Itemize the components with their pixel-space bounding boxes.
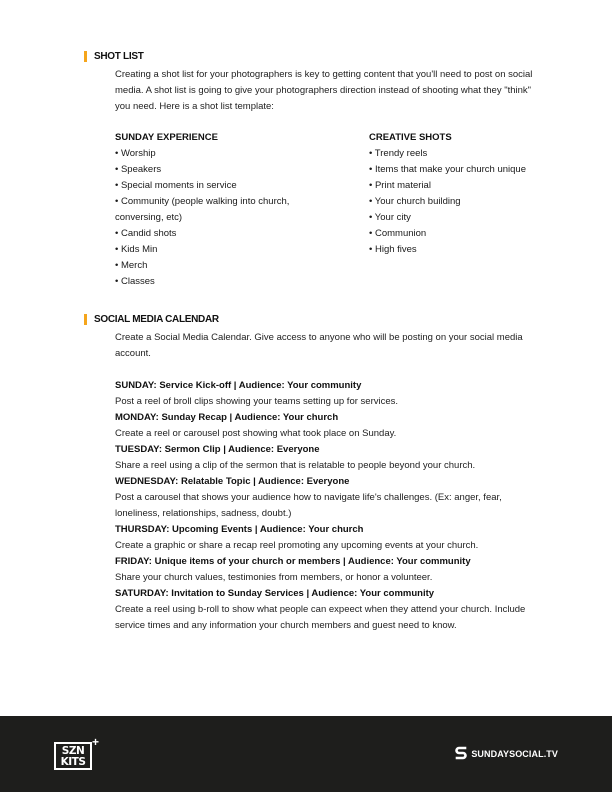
accent-bar xyxy=(84,314,87,325)
creative-shots-heading: CREATIVE SHOTS xyxy=(369,132,452,143)
day-thursday xyxy=(115,522,545,554)
day-heading: FRIDAY: Unique items of your church or members | Audience: Your community xyxy=(115,556,471,567)
day-text: Share a reel using a clip of the sermon that is relatable to people beyond your church. xyxy=(115,460,476,471)
day-friday xyxy=(115,554,545,586)
list-item: • Candid shots xyxy=(115,226,315,242)
day-wednesday xyxy=(115,474,545,522)
list-item: • Kids Min xyxy=(115,242,315,258)
list-item: • Items that make your church unique xyxy=(369,162,539,178)
site-url: SUNDAYSOCIAL.TV xyxy=(471,749,558,759)
calendar-days xyxy=(115,378,545,634)
day-heading: WEDNESDAY: Relatable Topic | Audience: Everyone xyxy=(115,476,350,487)
list-item: • Speakers xyxy=(115,162,315,178)
list-item: • Merch xyxy=(115,258,315,274)
accent-bar xyxy=(84,51,87,62)
creative-shots-list xyxy=(369,146,539,258)
day-text: Create a graphic or share a recap reel promoting any upcoming events at your church. xyxy=(115,540,479,551)
day-heading: MONDAY: Sunday Recap | Audience: Your church xyxy=(115,412,339,423)
day-tuesday xyxy=(115,442,545,474)
list-item: • Trendy reels xyxy=(369,146,539,162)
day-heading: THURSDAY: Upcoming Events | Audience: Your church xyxy=(115,524,364,535)
list-item: • Community (people walking into church, conversing, etc) xyxy=(115,194,315,226)
sunday-experience-column xyxy=(115,130,315,290)
shot-list-title: SHOT LIST xyxy=(94,51,144,62)
plus-icon: + xyxy=(92,735,100,749)
list-item: • Your church building xyxy=(369,194,539,210)
s-logo-icon xyxy=(455,746,467,762)
szn-kits-logo-text: SZN KITS xyxy=(54,742,92,770)
list-item: • Special moments in service xyxy=(115,178,315,194)
sunday-experience-heading: SUNDAY EXPERIENCE xyxy=(115,132,218,143)
list-item: • Worship xyxy=(115,146,315,162)
shot-list-header xyxy=(84,51,144,62)
list-item: • Classes xyxy=(115,274,315,290)
sunday-experience-list xyxy=(115,146,315,290)
day-sunday xyxy=(115,378,545,410)
creative-shots-column xyxy=(369,130,539,258)
szn-kits-logo xyxy=(52,736,100,772)
sunday-social-logo xyxy=(455,746,558,762)
day-saturday xyxy=(115,586,545,634)
day-heading: SUNDAY: Service Kick-off | Audience: Your community xyxy=(115,380,362,391)
calendar-title: SOCIAL MEDIA CALENDAR xyxy=(94,314,219,325)
day-heading: TUESDAY: Sermon Clip | Audience: Everyone xyxy=(115,444,320,455)
shot-list-intro: Creating a shot list for your photographers is key to getting content that you'll need to post on social media. A shot list is going to give your photographers direction instead of shooting what they "think" you need. Here is a shot list template: xyxy=(115,69,533,112)
calendar-header xyxy=(84,314,219,325)
day-text: Post a carousel that shows your audience how to navigate life's challenges. (Ex: anger, fear, loneliness, relationships, sadness, doubt.) xyxy=(115,492,502,519)
list-item: • Print material xyxy=(369,178,539,194)
list-item: • High fives xyxy=(369,242,539,258)
day-text: Create a reel using b-roll to show what people can expeect when they attend your church. Include service times and any information your church members and guest need to know. xyxy=(115,604,526,631)
list-item: • Your city xyxy=(369,210,539,226)
day-text: Share your church values, testimonies from members, or honor a volunteer. xyxy=(115,572,433,583)
footer xyxy=(0,716,612,792)
day-text: Create a reel or carousel post showing what took place on Sunday. xyxy=(115,428,397,439)
calendar-intro: Create a Social Media Calendar. Give access to anyone who will be posting on your social media account. xyxy=(115,332,523,359)
list-item: • Communion xyxy=(369,226,539,242)
day-text: Post a reel of broll clips showing your teams setting up for services. xyxy=(115,396,399,407)
day-heading: SATURDAY: Invitation to Sunday Services | Audience: Your community xyxy=(115,588,435,599)
day-monday xyxy=(115,410,545,442)
